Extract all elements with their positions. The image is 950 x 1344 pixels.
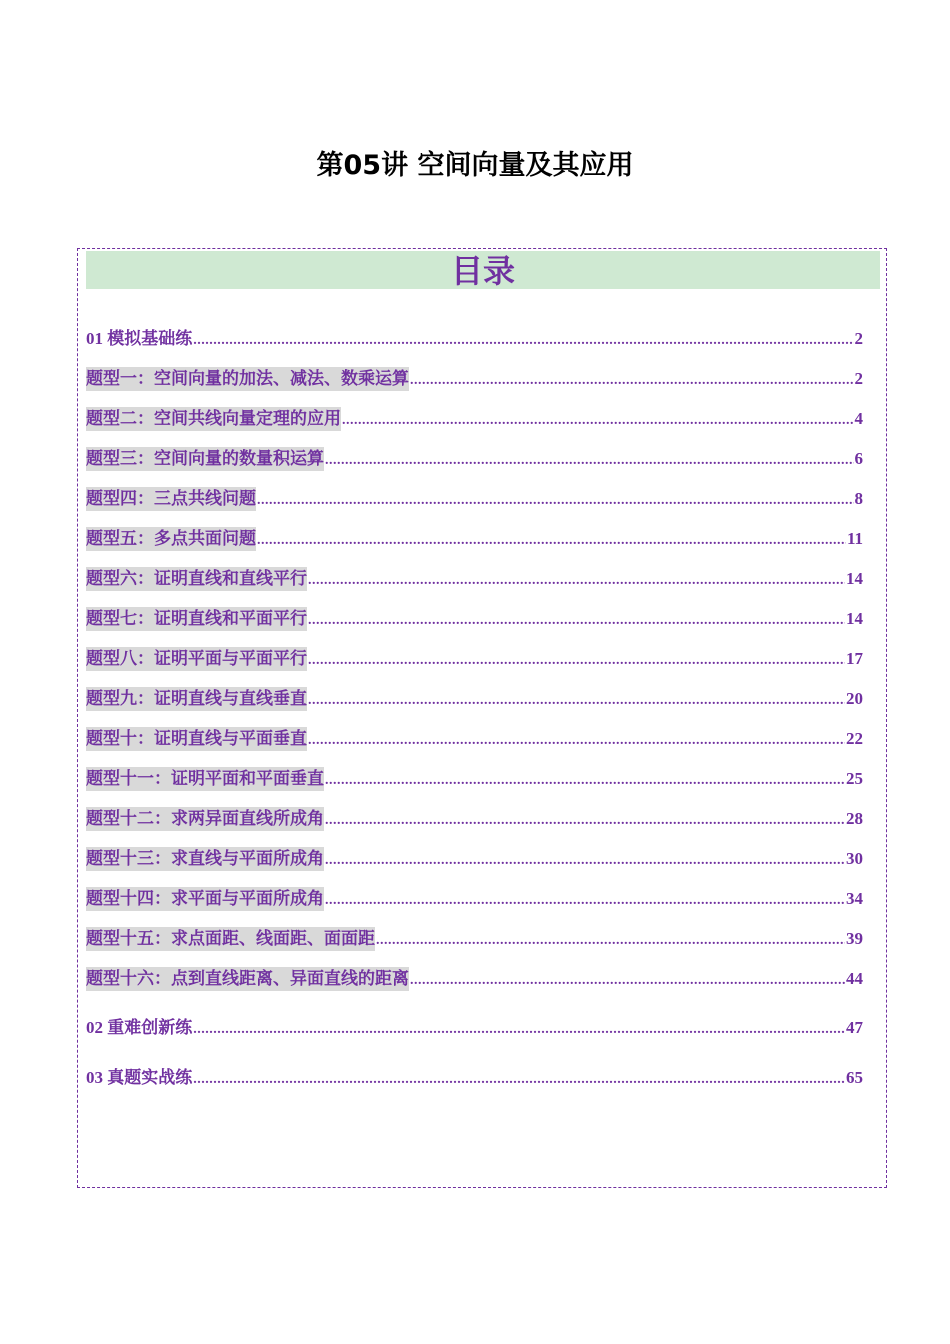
- toc-entry-label: 题型十六：点到直线距离、异面直线的距离: [86, 967, 409, 991]
- toc-entry-label: 03 真题实战练: [86, 1068, 193, 1087]
- toc-entry-label: 题型八：证明平面与平面平行: [86, 647, 307, 671]
- document-title: 第05讲 空间向量及其应用: [316, 150, 634, 181]
- toc-entry[interactable]: [86, 607, 863, 631]
- toc-entry-label: 题型十五：求点面距、线面距、面面距: [86, 927, 375, 951]
- toc-entry-label: 题型五：多点共面问题: [86, 527, 256, 551]
- toc-entry-label: 题型十二：求两异面直线所成角: [86, 807, 324, 831]
- table-of-contents: [77, 248, 887, 1188]
- toc-dot-leader: [308, 691, 845, 711]
- toc-entry-label: 题型十四：求平面与平面所成角: [86, 887, 324, 911]
- toc-entry[interactable]: [86, 687, 863, 711]
- toc-entry[interactable]: [86, 927, 863, 951]
- toc-entry[interactable]: [86, 567, 863, 591]
- toc-dot-leader: [308, 731, 845, 751]
- toc-entry-label: 题型十一：证明平面和平面垂直: [86, 767, 324, 791]
- toc-entry-page-number: 47: [846, 1018, 863, 1037]
- toc-entry-page-number: 39: [846, 929, 863, 948]
- toc-entry-page-number: 20: [846, 689, 863, 708]
- toc-entry[interactable]: [86, 807, 863, 831]
- toc-entry-page-number: 2: [854, 369, 863, 388]
- toc-heading: 目录: [86, 251, 880, 289]
- toc-dot-leader: [193, 1020, 845, 1040]
- toc-dot-leader: [410, 371, 854, 391]
- toc-entry-page-number: 30: [846, 849, 863, 868]
- toc-entry-label: 题型四：三点共线问题: [86, 487, 256, 511]
- toc-entry[interactable]: [86, 887, 863, 911]
- toc-entry-page-number: 8: [854, 489, 863, 508]
- toc-dot-leader: [342, 411, 854, 431]
- toc-dot-leader: [308, 651, 845, 671]
- toc-entry-label: 题型十：证明直线与平面垂直: [86, 727, 307, 751]
- toc-entry[interactable]: [86, 727, 863, 751]
- toc-entry-label: 题型三：空间向量的数量积运算: [86, 447, 324, 471]
- toc-entry[interactable]: [86, 527, 863, 551]
- toc-entry[interactable]: [86, 847, 863, 871]
- toc-entry-page-number: 25: [846, 769, 863, 788]
- toc-entry[interactable]: [86, 767, 863, 791]
- toc-entry-label: 题型一：空间向量的加法、减法、数乘运算: [86, 367, 409, 391]
- toc-entry[interactable]: [86, 487, 863, 511]
- toc-dot-leader: [325, 451, 854, 471]
- toc-entry[interactable]: [86, 647, 863, 671]
- toc-dot-leader: [325, 891, 845, 911]
- toc-dot-leader: [410, 971, 845, 991]
- toc-dot-leader: [257, 491, 854, 511]
- toc-dot-leader: [308, 571, 845, 591]
- toc-entry-page-number: 2: [854, 329, 863, 348]
- toc-dot-leader: [325, 811, 845, 831]
- toc-entry-page-number: 14: [846, 569, 863, 588]
- toc-entry-label: 题型十三：求直线与平面所成角: [86, 847, 324, 871]
- toc-entry[interactable]: [86, 1066, 863, 1090]
- toc-entry[interactable]: [86, 407, 863, 431]
- toc-entry-page-number: 4: [854, 409, 863, 428]
- toc-entry-page-number: 65: [846, 1068, 863, 1087]
- toc-dot-leader: [376, 931, 845, 951]
- toc-entry[interactable]: [86, 447, 863, 471]
- toc-dot-leader: [308, 611, 845, 631]
- toc-entry-label: 题型七：证明直线和平面平行: [86, 607, 307, 631]
- toc-entry[interactable]: [86, 1016, 863, 1040]
- toc-entry-page-number: 22: [846, 729, 863, 748]
- toc-dot-leader: [193, 1070, 845, 1090]
- toc-entry-label: 题型二：空间共线向量定理的应用: [86, 407, 341, 431]
- toc-entry[interactable]: [86, 967, 863, 991]
- toc-entry-label: 题型九：证明直线与直线垂直: [86, 687, 307, 711]
- toc-dot-leader: [257, 531, 846, 551]
- toc-entry-page-number: 28: [846, 809, 863, 828]
- toc-entry[interactable]: [86, 367, 863, 391]
- toc-dot-leader: [325, 851, 845, 871]
- toc-entry-page-number: 11: [846, 529, 863, 548]
- toc-entry-page-number: 14: [846, 609, 863, 628]
- toc-entry-page-number: 44: [846, 969, 863, 988]
- toc-entry-label: 01 模拟基础练: [86, 329, 193, 348]
- toc-entry[interactable]: [86, 327, 863, 351]
- toc-entry-page-number: 17: [846, 649, 863, 668]
- toc-dot-leader: [325, 771, 845, 791]
- toc-entry-page-number: 34: [846, 889, 863, 908]
- toc-entry-page-number: 6: [854, 449, 863, 468]
- toc-dot-leader: [193, 331, 853, 351]
- toc-entry-label: 02 重难创新练: [86, 1018, 193, 1037]
- toc-entry-label: 题型六：证明直线和直线平行: [86, 567, 307, 591]
